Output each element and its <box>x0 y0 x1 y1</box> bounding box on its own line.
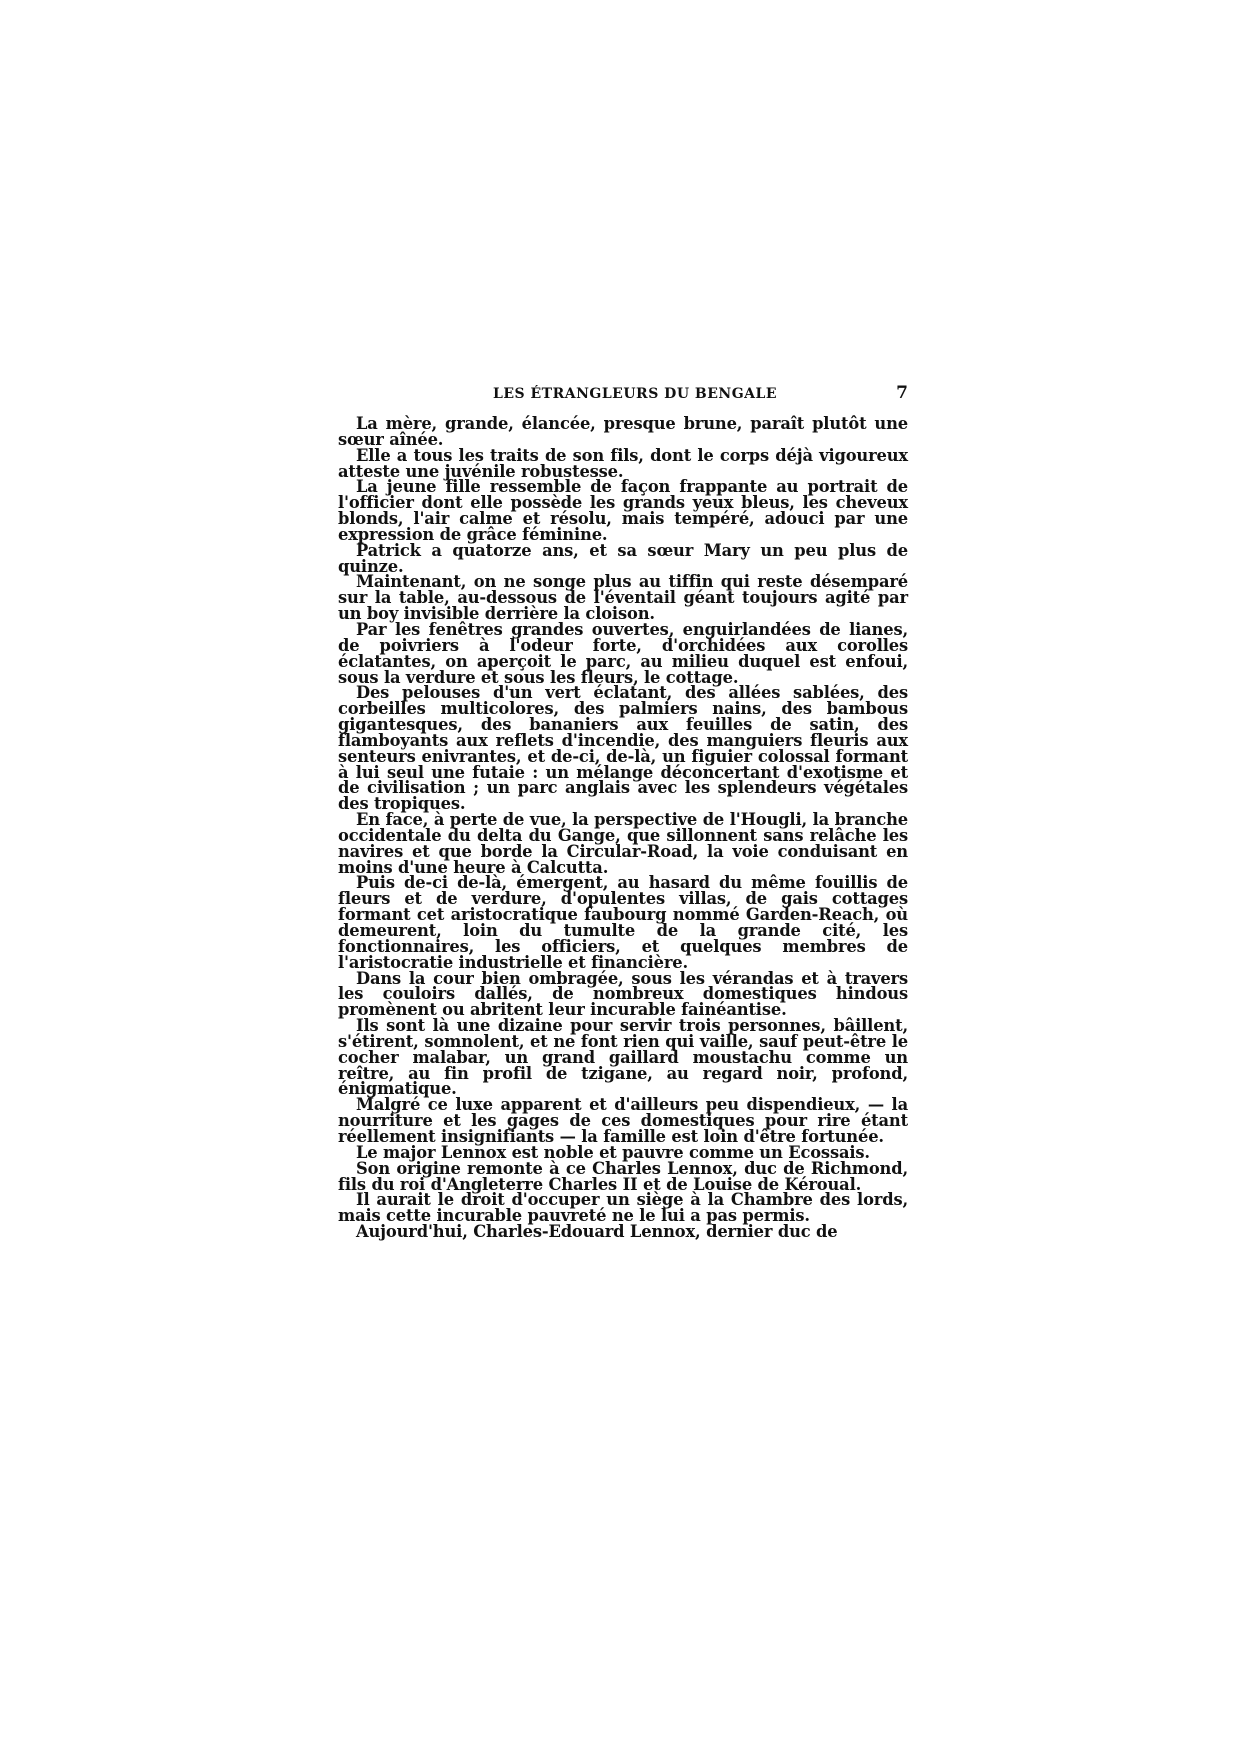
book-page <box>338 383 908 1242</box>
paragraph: Des pelouses d'un vert éclatant, des allées sablées, des corbeilles multicolores, des palmiers nains, des bambous gigantesques, des bananiers aux feuilles de satin, des flamboyants aux reflets d'incendie, des manguiers fleuris aux senteurs enivrantes, et de-ci, de-là, un figuier colossal formant à lui seul une futaie : un mélange déconcertant d'exotisme et de civilisation ; un parc anglais avec les splendeurs végétales des tropiques. <box>338 683 908 814</box>
running-title: LES ÉTRANGLEURS DU BENGALE <box>493 386 778 402</box>
paragraph: Maintenant, on ne songe plus au tiffin qui reste désemparé sur la table, au-dessous de l'éventail géant toujours agité par un boy invisible derrière la cloison. <box>338 572 908 624</box>
paragraph: Malgré ce luxe apparent et d'ailleurs peu dispendieux, — la nourriture et les gages de ces domestiques pour rire étant réellement insignifiants — la famille est loin d'être fortunée. <box>338 1095 908 1146</box>
paragraph: Par les fenêtres grandes ouvertes, enguirlandées de lianes, de poivriers à l'odeur forte, d'orchidées aux corolles éclatantes, on aperçoit le parc, au milieu duquel est enfoui, sous la verdure et sous les fleurs, le cottage. <box>338 619 908 687</box>
page-header <box>338 383 908 408</box>
paragraph: Dans la cour bien ombragée, sous les vérandas et à travers les couloirs dallés, de nombreux domestiques hindous promènent ou abritent leur incurable fainéantise. <box>338 968 908 1020</box>
paragraph: Ils sont là une dizaine pour servir trois personnes, bâillent, s'étirent, somnolent, et ne font rien qui vaille, sauf peut-être le cocher malabar, un grand gaillard moustachu comme un reître, au fin profil de tzigane, au regard noir, profond, énigmatique. <box>338 1016 908 1099</box>
paragraph: La mère, grande, élancée, presque brune, paraît plutôt une sœur aînée. <box>338 414 908 449</box>
paragraph: Son origine remonte à ce Charles Lennox, duc de Richmond, fils du roi d'Angleterre Charles II et de Louise de Kéroual. <box>338 1158 908 1194</box>
paragraph: Aujourd'hui, Charles-Edouard Lennox, dernier duc de <box>356 1222 838 1242</box>
paragraph: La jeune fille ressemble de façon frappante au portrait de l'officier dont elle possède les grands yeux bleus, les cheveux blonds, l'air calme et résolu, mais tempéré, adouci par une expression de grâce féminine. <box>338 477 908 544</box>
paragraph: Elle a tous les traits de son fils, dont le corps déjà vigoureux atteste une juvénile robustesse. <box>338 445 908 481</box>
paragraph: Il aurait le droit d'occuper un siège à la Chambre des lords, mais cette incurable pauvreté ne le lui a pas permis. <box>338 1190 908 1226</box>
paragraph: Patrick a quatorze ans, et sa sœur Mary un peu plus de quinze. <box>338 540 908 576</box>
body-text <box>338 416 908 1240</box>
paragraph: En face, à perte de vue, la perspective de l'Hougli, la branche occidentale du delta du Gange, que sillonnent sans relâche les navires et que borde la Circular-Road, la voie conduisant en moins d'une heure à Calcutta. <box>338 810 908 877</box>
paragraph: Le major Lennox est noble et pauvre comme un Ecossais. <box>356 1142 870 1162</box>
paragraph: Puis de-ci de-là, émergent, au hasard du même fouillis de fleurs et de verdure, d'opulentes villas, de gais cottages formant cet aristocratique faubourg nommé Garden-Reach, où demeurent, loin du tumulte de la grande cité, les fonctionnaires, les officiers, et quelques membres de l'aristocratie industrielle et financière. <box>338 873 908 972</box>
page-number: 7 <box>896 383 908 403</box>
